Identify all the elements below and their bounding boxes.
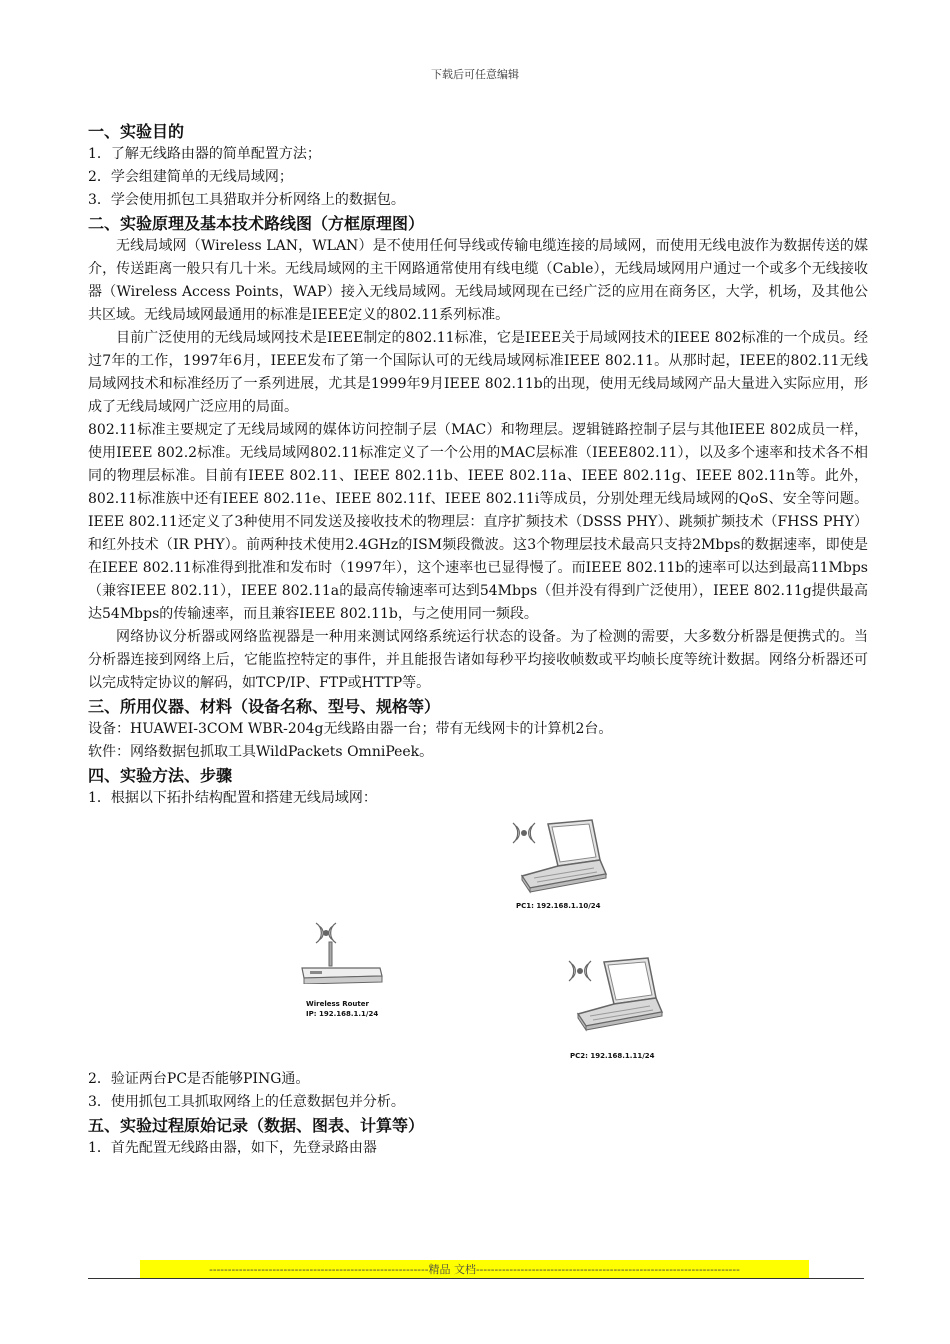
document-body	[88, 120, 868, 1160]
principle-paragraph-1: 无线局域网（Wireless LAN，WLAN）是不使用任何导线或传输电缆连接的局域网，而使用无线电波作为数据传送的媒介，传送距离一般只有几十米。无线局域网的主干网路通常使用有线电缆（Cable），无线局域网用户通过一个或多个无线接收器（Wireless Access Points，WAP）接入无线局域网。无线局域网现在已经广泛的应用在商务区，大学，机场，及其他公共区域。无线局域网最通用的标准是IEEE定义的802.11系列标准。	[88, 238, 868, 323]
equipment-line: 设备：HUAWEI-3COM WBR-204g无线路由器一台；带有无线网卡的计算机2台。	[88, 721, 613, 737]
software-line: 软件：网络数据包抓取工具WildPackets OmniPeek。	[88, 744, 434, 760]
method-step-3: 3．使用抓包工具抓取网络上的任意数据包并分析。	[88, 1094, 405, 1110]
footer-banner: -----------------------------------------------------------精品 文档-----------------------------------------------------------------------	[140, 1260, 809, 1278]
header-note: 下载后可任意编辑	[431, 68, 519, 81]
router-label-name: Wireless Router	[306, 1000, 369, 1008]
pc2-laptop-icon	[566, 954, 666, 1034]
topology-diagram	[88, 810, 868, 1068]
wireless-router-icon	[300, 920, 386, 984]
principle-paragraph-2: 目前广泛使用的无线局域网技术是IEEE制定的802.11标准，它是IEEE关于局域网技术的IEEE 802标准的一个成员。经过7年的工作，1997年6月，IEEE发布了第一个国际认可的无线局域网标准IEEE 802.11。从那时起，IEEE的802.11无线局域网技术和标准经历了一系列进展，尤其是1999年9月IEEE 802.11b的出现，使用无线局域网产品大量进入实际应用，形成了无线局域网广泛应用的局面。	[88, 330, 868, 415]
pc1-label: PC1: 192.168.1.10/24	[516, 902, 601, 910]
section-3-title: 三、所用仪器、材料（设备名称、型号、规格等）	[88, 697, 441, 716]
objective-item-1: 1．了解无线路由器的简单配置方法；	[88, 146, 321, 162]
section-1-title: 一、实验目的	[88, 122, 185, 141]
section-2-title: 二、实验原理及基本技术路线图（方框原理图）	[88, 214, 425, 233]
objective-item-3: 3．学会使用抓包工具猎取并分析网络上的数据包。	[88, 192, 405, 208]
objective-item-2: 2．学会组建简单的无线局域网；	[88, 169, 293, 185]
principle-paragraph-4: 网络协议分析器或网络监视器是一种用来测试网络系统运行状态的设备。为了检测的需要，大多数分析器是便携式的。当分析器连接到网络上后，它能监控特定的事件，并且能报告诸如每秒平均接收帧数或平均帧长度等统计数据。网络分析器还可以完成特定协议的解码，如TCP/IP、FTP或HTTP等。	[88, 629, 868, 691]
method-step-1: 1．根据以下拓扑结构配置和搭建无线局域网：	[88, 790, 377, 806]
pc1-laptop-icon	[510, 816, 610, 896]
record-step-1: 1．首先配置无线路由器，如下，先登录路由器	[88, 1140, 377, 1156]
footer-divider	[88, 1278, 864, 1279]
section-4-title: 四、实验方法、步骤	[88, 766, 233, 785]
pc2-label: PC2: 192.168.1.11/24	[570, 1052, 655, 1060]
section-5-title: 五、实验过程原始记录（数据、图表、计算等）	[88, 1116, 425, 1135]
method-step-2: 2．验证两台PC是否能够PING通。	[88, 1071, 310, 1087]
principle-paragraph-3: 802.11标准主要规定了无线局域网的媒体访问控制子层（MAC）和物理层。逻辑链路控制子层与其他IEEE 802成员一样，使用IEEE 802.2标准。无线局域网802.11标准定义了一个公用的MAC层标准（IEEE802.11），以及多个速率和技术各不相同的物理层标准。目前有IEEE 802.11、IEEE 802.11b、IEEE 802.11a、IEEE 802.11g、IEEE 802.11n等。此外，802.11标准族中还有IEEE 802.11e、IEEE 802.11f、IEEE 802.11i等成员，分别处理无线局域网的QoS、安全等问题。IEEE 802.11还定义了3种使用不同发送及接收技术的物理层：直序扩频技术（DSSS PHY）、跳频扩频技术（FHSS PHY）和红外技术（IR PHY）。前两种技术使用2.4GHz的ISM频段微波。这3个物理层技术最高只支持2Mbps的数据速率，即使是在IEEE 802.11标准得到批准和发布时（1997年），这个速率也已显得慢了。而IEEE 802.11b的速率可以达到最高11Mbps（兼容IEEE 802.11），IEEE 802.11a的最高传输速率可达到54Mbps（但并没有得到广泛使用），IEEE 802.11g提供最高达54Mbps的传输速率，而且兼容IEEE 802.11b，与之使用同一频段。	[88, 422, 868, 622]
router-label-ip: IP: 192.168.1.1/24	[306, 1010, 379, 1018]
